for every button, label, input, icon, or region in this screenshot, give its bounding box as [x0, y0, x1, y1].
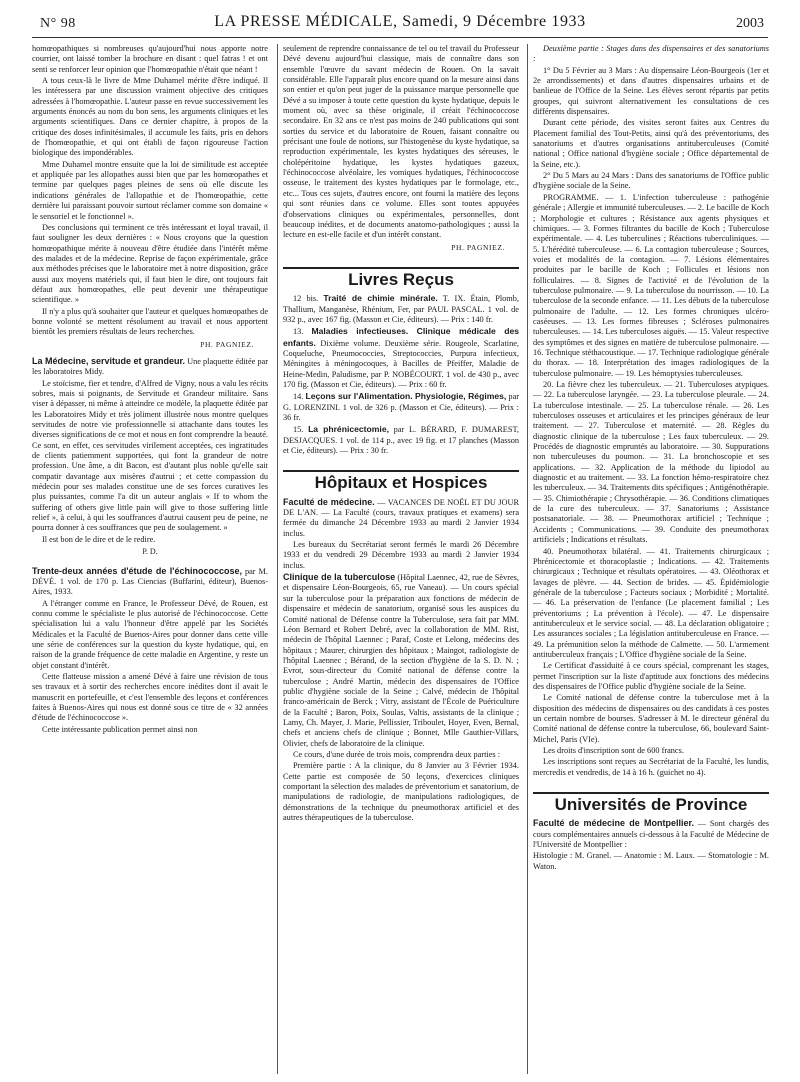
- paragraph: 1° Du 5 Février au 3 Mars : Au dispensaire Léon-Bourgeois (1er et 2e arrondissements) et dans d'autres dispensaires urbains et de banlieue de l'Office de la Seine. Les élèves seront répartis par petits groupes, qui suivront alternativement les consultations de ces différents dispensaires.: [533, 65, 769, 117]
- paragraph: Le Comité national de défense contre la tuberculose met à la disposition des médecins de dispensaires ou des candidats à ces postes un certain nombre de bourses. S'adresser à M. le directeur général du Comité national de défense contre la tuberculose, 66, boulevard Saint-Michel, Paris (VIe).: [533, 693, 769, 744]
- paragraph: Première partie : A la clinique, du 8 Janvier au 3 Février 1934. Cette partie est composée de 50 leçons, d'exercices cliniques comportant la sélection des malades de préventorium et sanatorium, de manipulations de radiologie, de manipulations radiologiques, de démonstrations de la technique du pneumothorax artificiel et des autres thérapeutiques de la tuberculose.: [283, 761, 519, 823]
- paragraph: Les bureaux du Secrétariat seront fermés le mardi 26 Décembre 1933 et du vendredi 29 Décembre 1933 au mardi 2 Janvier 1934 inclus.: [283, 540, 519, 570]
- paragraph: 2° Du 5 Mars au 24 Mars : Dans des sanatoriums de l'Office public d'hygiène sociale de la Seine.: [533, 171, 769, 191]
- review-entry: [32, 566, 268, 598]
- review-heading: La Médecine, servitude et grandeur.: [32, 355, 186, 366]
- book-entry: [283, 293, 519, 325]
- book-details: par L. BÉRARD, F. DUMAREST, DESJACQUES. 1 vol. de 114 p., avec 19 fig. et 17 planches (Masson et Cie, éditeurs). — Prix : 30 fr.: [283, 425, 519, 456]
- program-list: 40. Pneumothorax bilatéral. — 41. Traitements chirurgicaux ; Phrénicectomie et thoracoplastie ; Indications. — 42. Traitements chirurgicaux ; Technique et résultats opératoires. — 43. Oléothorax et lavages de plèvre. — 44. Section de brides. — 45. Épidémiologie générale de la tuberculose ; Facteurs sociaux ; Morbidité ; Mortalité. — 46. La préservation de l'enfance (Le placement familial ; Les préventoriums ; La prévention à l'école). — 47. Le dispensaire antituberculeux et le service social. — 48. La déclaration obligatoire ; Les assurances sociales ; La législation antituberculeuse en France. — 49. La prémunition selon la méthode de Calmette. — 50. L'armement antituberculeux français ; L'Office d'hygiène sociale de la Seine.: [533, 546, 769, 659]
- section-title-hopitaux: Hôpitaux et Hospices: [283, 470, 519, 488]
- notice-heading: Clinique de la tuberculose: [283, 572, 396, 583]
- notice-text: (Hôpital Laennec, 42, rue de Sèvres, et dispensaire Léon-Bourgeois, 65, rue Vaneau). — Un cours spécial sur la tuberculose pour la préparation aux fonctions de médecin de dispensaire et médecin de sanatorium, organisé sous les auspices du Comité national de Défense contre la Tuberculose, sera fait par MM. Léon Bernard et Robert Debré, avec la collaboration de MM. Rist, médecin de l'hôpital Laennec ; Paraf, Coste et Lelong, médecins des hôpitaux ; Maurer, chirurgien des hôpitaux ; Maingot, radiologiste de l'hôpital Laennec ; Bérand, de la section d'hygiène de la S. D. N. ; Evrot, sous-directeur du Comité national de défense contre la tuberculose ; André Martin, médecin des dispensaires de l'Office public d'hygiène sociale de la Seine ; Calvé, médecin de l'hôpital franco-américain de Berck ; Vitry, assistant de l'École de Puériculture de la Faculté ; Baron, Poix, Soulas, Valtis, assistants de la clinique ; Lamy, Ch. Mayer, J. Marie, Pellissier, Triboulet, Hoyer, Even, Bernal, chefs et anciens chefs de clinique ; Bonnet, Mlle Gauthier-Villars, Olivier, chefs de laboratoire de la clinique.: [283, 573, 519, 748]
- review-heading: Trente-deux années d'étude de l'échinococcose,: [32, 565, 242, 576]
- book-entry: [283, 391, 519, 423]
- notice-text: — VACANCES DE NOËL ET DU JOUR DE L'AN. — La Faculté (cours, travaux pratiques et examens) sera fermée du dimanche 24 Décembre 1933 au mardi 2 Janvier 1934 inclus.: [283, 497, 519, 538]
- header-rule: [32, 37, 768, 38]
- paragraph: Des conclusions qui terminent ce très intéressant et loyal travail, il faut souligner les deux dernières : « Nous croyons que la question homœopathique mérite à nouveau d'être étudiée dans l'intérêt même des malades et de la médecine. Reprise de façon expérimentale, grâce aux méthodes précises que le laboratoire met à notre disposition, grâce aussi aux moyens matériels qui, il faut bien le dire, ont toujours fait défaut aux homœopathes, elle peut devenir une thérapeutique scientifique. »: [32, 222, 268, 305]
- notice-text: — Sont chargés des cours complémentaires annuels ci-dessous à la Faculté de Médecine de l'Université de Montpellier :: [533, 819, 769, 850]
- paragraph: Histologie : M. Granel. — Anatomie : M. Laux. — Stomatologie : M. Waton.: [533, 851, 769, 871]
- paragraph: Il n'y a plus qu'à souhaiter que l'auteur et quelques homœopathes de bonne volonté se mettent résolument au travail et nous apportent bientôt les premiers résultats de leurs recherches.: [32, 306, 268, 337]
- program-list: 20. La fièvre chez les tuberculeux. — 21. Tuberculoses atypiques. — 22. La tuberculose laryngée. — 23. La tuberculose pleurale. — 24. La tuberculose intestinale. — 25. La tuberculose rénale. — 26. Les tuberculoses osseuses et articulaires et les principes généraux de leur traitement. — 27. Tuberculose et maternité. — 28. Règles du diagnostic clinique de la tuberculose ; Les faux tuberculeux. — 29. Procédés de diagnostic empruntés au laboratoire. — 30. Suppurations non tuberculeuses du poumon. — 31. La bronchoscopie et ses applications. — 32. Application de la méthode du lipiodol au diagnostic et au traitement. — 33. La fonction hémo-respiratoire chez les tuberculeux. — 34. Traitements dits spécifiques ; Antigénothérapie. — 35. Chimiothérapie ; Chrysothérapie. — 36. Conditions climatiques de la cure des tuberculeux. — 37. Sanatoriums ; Assistance postsanatoriale. — 38. — Pneumothorax artificiel ; Technique ; Accidents ; Communications. — 39. Conduite des pneumothorax artificiels ; Indications et résultats.: [533, 380, 769, 545]
- paragraph: Cette flatteuse mission a amené Dévé à faire une révision de tous ses travaux et à sortir des recherches encore inédites dont il avait le manuscrit en portefeuille, et c'est l'ensemble des leçons et conférences faites à Buenos-Aires qui nous est donné sous ce titre de « 32 années d'étude de l'échinococcose ».: [32, 671, 268, 723]
- notice-entry: [283, 572, 519, 749]
- signature: PH. PAGNIEZ.: [200, 339, 254, 349]
- paragraph: Les droits d'inscription sont de 600 francs.: [543, 746, 684, 756]
- paragraph: Durant cette période, des visites seront faites aux Centres du Placement familial des Tout-Petits, ainsi qu'à des préventoriums, des sanatoriums et d'autres organisations antituberculeuses (Comité national ; Office national d'hygiène sociale ; Office départemental de la Seine, etc.).: [533, 118, 769, 169]
- book-number: 12 bis.: [293, 294, 319, 304]
- notice-entry: [533, 818, 769, 850]
- book-number: 13.: [293, 327, 304, 337]
- review-source: Une plaquette éditée par les laboratoires Midy.: [32, 356, 268, 377]
- issue-number: N° 98: [40, 16, 76, 31]
- paragraph: Cette intéressante publication permet ainsi non: [42, 724, 198, 734]
- book-title: Maladies infectieuses. Clinique médicale des enfants.: [283, 326, 519, 348]
- program-list: PROGRAMME. — 1. L'infection tuberculeuse : pathogénie générale ; Allergie et immunité tuberculeuses. — 2. Le bacille de Koch ; Morphologie et cultures ; Résistance aux agents physiques et chimiques. — 3. Formes filtrantes du bacille de Koch ; Tuberculose expérimentale. — 4. Les tuberculines ; Réactions tuberculiniques. — 5. L'hérédité tuberculeuse. — 6. La contagion tuberculeuse ; Sources, voies et modalités de la contagion. — 7. Lésions élémentaires produites par le bacille de Koch ; Follicules et lésions non folliculaires. — 8. Signes de l'activité et de l'évolution de la tuberculose pulmonaire. — 9. La tuberculose du nourrisson. — 10. La tuberculose de la seconde enfance. — 11. Les débuts de la tuberculose pulmonaire de l'adulte. — 12. Les formes chroniques ulcéro-caséeuses. — 13. Les formes fibreuses ; Scléroses pulmonaires tuberculeuses. — 14. Les tuberculoses aiguës. — 15. Valeur respective des symptômes et des signes en matière de tuberculose pulmonaire. — 16. Technique stéthacoustique. — 17. Technique radiologique générale du thorax. — 18. Interprétation des images radiologiques de la tuberculose pulmonaire. — 19. Les hémoptysies tuberculeuses.: [533, 192, 769, 378]
- book-details: par G. LORENZINI. 1 vol. de 326 p. (Masson et Cie, éditeurs). — Prix : 36 fr.: [283, 392, 519, 422]
- column-divider: [527, 44, 528, 1074]
- paragraph: A l'étranger comme en France, le Professeur Dévé, de Rouen, est connu comme le spécialiste le plus autorisé de l'échinococcose. Cette spécialisation lui a valu l'honneur d'être appelé par les Sociétés Médicales et la Faculté de Buenos-Aires pour donner dans cette ville une série de conférences sur la question du kyste hydatique, qui, en raison de la grande fréquence de cette maladie en Argentine, y reste un objet constant d'intérêt.: [32, 598, 268, 670]
- review-entry: [32, 356, 268, 378]
- column-divider: [277, 44, 278, 1074]
- column-2: [283, 44, 519, 1074]
- paragraph: Mme Duhamel montre ensuite que la loi de similitude est acceptée et appliquée par les allopathes aussi bien que par les homœopathes et termine par quelques pages pleines de sens où elle discute les indications générales de l'allopathie et de l'homœopathie, cette dernière lui paraissant pouvoir surtout réclamer comme son domaine « le sensoriel et le fonctionnel ».: [32, 159, 268, 221]
- paragraph: Les inscriptions sont reçues au Secrétariat de la Faculté, les lundis, mercredis et vendredis, de 14 à 16 h. (guichet no 4).: [533, 757, 769, 777]
- book-details: T. IX. Étain, Plomb, Thallium, Manganèse, Rhénium, Fer, par PAUL PASCAL. 1 vol. de 932 p., avec 167 fig. (Masson et Cie, éditeurs). — Prix : 140 fr.: [283, 294, 519, 324]
- paragraph: Il est bon de le dire et de le redire.: [42, 534, 156, 544]
- paragraph: A tous ceux-là le livre de Mme Duhamel mérite d'être indiqué. Il les intéressera par une discussion vraiment objective des critiques adressées à l'homœopathie. L'auteur passe en revue successivement les arguments énoncés au nom du bon sens, les arguments cliniques et les arguments scientifiques. Dans ce dernier chapitre, à propos de la critique des doses infinitésimales, il accumule les faits, pris en dehors de l'homœopathie, et qui ont établi de façon rigoureuse l'action biologique des impondérables.: [32, 76, 268, 158]
- book-entry: [283, 424, 519, 456]
- book-title: Leçons sur l'Alimentation. Physiologie, Régimes,: [305, 391, 507, 402]
- paragraph: Ce cours, d'une durée de trois mois, comprendra deux parties :: [293, 749, 501, 759]
- book-details: Dixième volume. Deuxième série. Rougeole, Scarlatine, Coqueluche, Pneumococcies, Streptococcies, Purpura infectieux, Méningites à méningocoques, à Bacilles de Pfeiffer, Maladie de Heine-Medin, Paludisme, par P. NOBÉCOURT. 1 vol. de 430 p., avec 170 fig. (Masson et Cie, éditeurs). — Prix : 60 fr.: [283, 338, 519, 389]
- page-header: [32, 10, 768, 36]
- section-title-livres-recus: Livres Reçus: [283, 267, 519, 285]
- paragraph: Deuxième partie : Stages dans des dispensaires et des sanatoriums :: [533, 44, 769, 64]
- section-title-universites: Universités de Province: [533, 792, 769, 810]
- paragraph: seulement de reprendre connaissance de tel ou tel travail du Professeur Dévé devenu aujourd'hui classique, mais de connaître dans son ensemble l'œuvre du savant médecin de Rouen. On la savait considérable. Elle l'apparaît plus encore quand on la mesure ainsi dans son entier et qu'on peut juger de la puissance marque personnelle que Dévé a su imposer à toute cette question du kyste hydatique, depuis le moment où, avec sa thèse originale, il créait l'échinococcose secondaire. En 32 ans ce n'est pas moins de 240 publications qui sont sorties du service et du laboratoire de Rouen, faisant connaître ou précisant une foule de notions, sur l'histogenèse du kyste hydatique, sa reproduction expérimentale, les kystes hydatiques des séreuses, le cholépéritoine hydatique, les kystes hydatiques gazeux, l'échinococcose alvéolaire, les vomiques hydatiques, l'échinococcose osseuse, le traitement des kystes hydatiques par le formolage, etc., etc... Tous ces sujets, d'autres encore, ont fourni la matière des leçons qui sont réunies dans ce volume. Elles sont toutes appuyées d'observations cliniques ou expérimentales, personnelles, dont beaucoup inédites, et de documents anatomo-pathologiques ; aussi la lecture en est-elle facile et d'un intérêt constant.: [283, 44, 519, 240]
- page-number: 2003: [736, 16, 764, 31]
- book-number: 15.: [293, 425, 304, 435]
- notice-entry: [283, 497, 519, 539]
- signature: P. D.: [142, 547, 158, 557]
- paragraph: Le Certificat d'assiduité à ce cours spécial, comprenant les stages, permet l'inscription sur la liste d'aptitude aux fonctions des médecins des dispensaires de l'Office public d'hygiène sociale de la Seine.: [533, 661, 769, 691]
- column-1: [32, 44, 268, 1074]
- book-number: 14.: [293, 392, 304, 402]
- signature: PH. PAGNIEZ.: [451, 242, 505, 252]
- book-entry: [283, 326, 519, 390]
- book-title: La phrénicectomie,: [308, 424, 389, 435]
- book-title: Traité de chimie minérale.: [323, 293, 438, 304]
- journal-title: LA PRESSE MÉDICALE, Samedi, 9 Décembre 1933: [214, 13, 586, 30]
- paragraph: homœopathiques si nombreuses qu'aujourd'hui nous apporte notre courrier, ont laissé tomber la brochure en disant : quel fatras ! et ont senti se renforcer leur opinion que l'homœopathie n'était que néant !: [32, 44, 268, 74]
- notice-heading: Faculté de médecine.: [283, 496, 375, 507]
- column-3: [533, 44, 769, 1074]
- notice-heading: Faculté de médecine de Montpellier.: [533, 818, 694, 829]
- review-source: par M. DÉVÉ. 1 vol. de 170 p. Las Ciencias (Buffarini, éditeur), Buenos-Aires, 1933.: [32, 566, 268, 597]
- paragraph: Le stoïcisme, fier et tendre, d'Alfred de Vigny, nous a valu les récits sobres, mais si poignants, de Servitude et Grandeur militaire. Sans viser à dépasser, ni même à atteindre ce modèle, la plaquette éditée par les Laboratoires Midy et très joliment illustrée nous montre quelques servitudes de notre vie professionnelle si attachante dans toutes les diverses significations de ce mot et nous en font comprendre la beauté. Ce sont, en effet, ces servitudes virilement acceptées, ces ingratitudes de clients patiemment supportées, qui font la grandeur de notre profession. Une âme, a dit Bacon, est d'autant plus noble qu'elle sait compatir davantage aux misères d'autrui ; et cette compassion du médecin pour ses malades constitue une de ses forces curatives les plus puissantes, comme l'a dit un auteur anglais « If to whom the suffering of others give little pain will give to those suffering little relief », à celui, à qui les souffrances d'autrui causent peu de peine, ne pourra donner à ces souffrances que peu de soulagement. »: [32, 378, 268, 533]
